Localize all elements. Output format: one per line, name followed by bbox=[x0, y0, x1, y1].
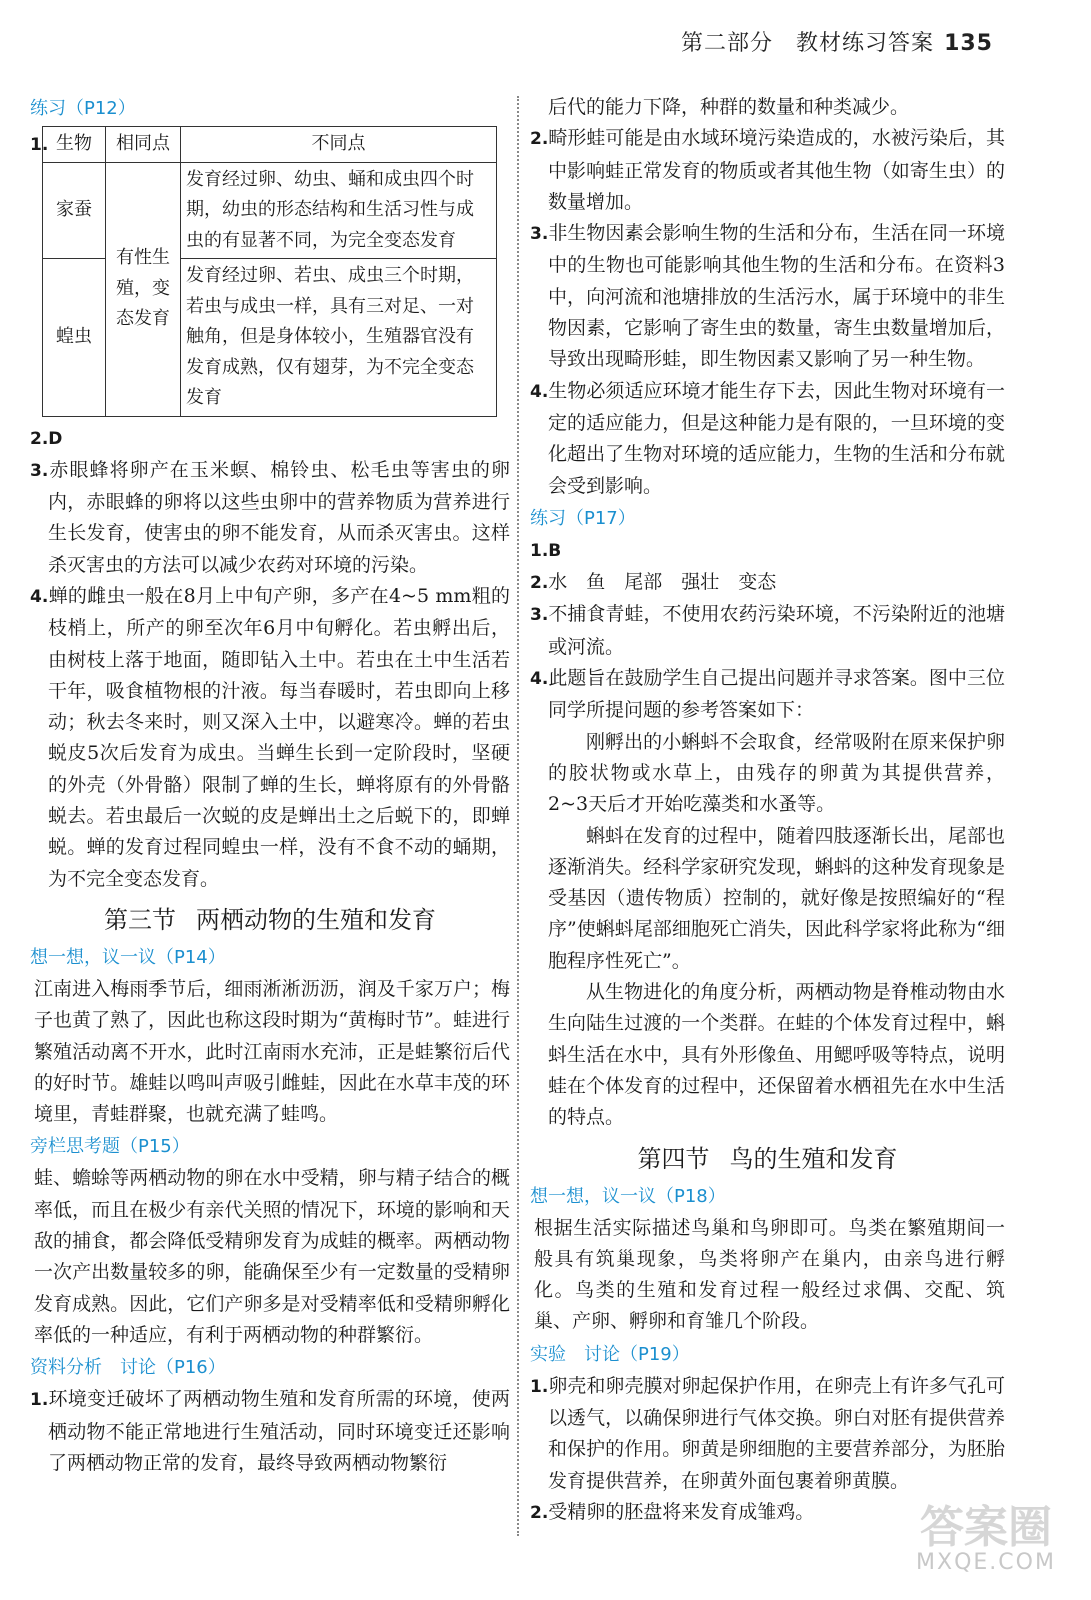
comparison-table bbox=[42, 126, 497, 417]
section-number: 第四节 bbox=[637, 1144, 710, 1173]
item-text: 水 鱼 尾部 强壮 变态 bbox=[548, 571, 777, 594]
table-row bbox=[43, 162, 497, 259]
table-header-row bbox=[43, 127, 497, 163]
answer-item bbox=[30, 455, 510, 581]
site-watermark bbox=[901, 1502, 1071, 1576]
item-number: 1. bbox=[530, 1376, 549, 1397]
item-text: 卵壳和卵壳膜对卵起保护作用，在卵壳上有许多气孔可以透气，以确保卵进行气体交换。卵白对胚有提供营养和保护的作用。卵黄是卵细胞的主要营养部分，为胚胎发育提供营养，在卵黄外面包裹着卵黄膜。 bbox=[548, 1374, 1005, 1492]
watermark-logo-text: 答案圈 bbox=[920, 1502, 1052, 1553]
heading-data-p16: 资料分析 讨论（P16） bbox=[30, 1357, 226, 1379]
question-1-table-wrap bbox=[30, 126, 510, 417]
item-number: 4. bbox=[530, 381, 549, 402]
item-text: B bbox=[548, 540, 562, 561]
paragraph: 蝌蚪在发育的过程中，随着四肢逐渐长出，尾部也逐渐消失。经科学家研究发现，蝌蚪的这种发育现象是受基因（遗传物质）控制的，就好像是按照编好的“程序”使蝌蚪尾部细胞死亡消失，因此科学家将此称为“细胞程序性死亡”。 bbox=[548, 824, 1005, 972]
column-divider bbox=[517, 96, 519, 1536]
section-number: 第三节 bbox=[104, 905, 176, 934]
answer-item bbox=[530, 663, 1005, 727]
answer-item bbox=[530, 376, 1005, 502]
difference-cell: 发育经过卵、幼虫、蛹和成虫四个时期，幼虫的形态结构和生活习性与成虫的有显著不同，为完全变态发育 bbox=[181, 162, 497, 259]
item-number: 3. bbox=[30, 460, 49, 481]
answer-item bbox=[30, 1384, 510, 1479]
heading-exercise-p12: 练习（P12） bbox=[30, 98, 136, 119]
item-text: D bbox=[48, 428, 63, 449]
heading-exercise-p17: 练习（P17） bbox=[530, 507, 636, 529]
heading-experiment-p19: 实验 讨论（P19） bbox=[530, 1343, 690, 1365]
paragraph: 蛙、蟾蜍等两栖动物的卵在水中受精，卵与精子结合的概率低，而且在极少有亲代关照的情况下，环境的影响和天敌的捕食，都会降低受精卵发育为成蛙的概率。两栖动物一次产出数量较多的卵，能确保至少有一定数量的受精卵发育成熟。因此，它们产卵多是对受精率低和受精卵孵化率低的一种适应，有利于两栖动物的种群繁衍。 bbox=[34, 1167, 510, 1346]
item-number: 2. bbox=[530, 1502, 549, 1523]
page-number: 135 bbox=[944, 31, 993, 56]
common-cell: 有性生殖，变态发育 bbox=[106, 162, 181, 416]
section-heading-4 bbox=[530, 1142, 1005, 1176]
item-number: 4. bbox=[30, 586, 49, 607]
item-text: 畸形蛙可能是由水域环境污染造成的，水被污染后，其中影响蛙正常发育的物质或者其他生物（如寄生虫）的数量增加。 bbox=[548, 127, 1005, 213]
answer-item bbox=[530, 123, 1005, 218]
organism-cell: 家蚕 bbox=[43, 162, 106, 259]
heading-side-p15: 旁栏思考题（P15） bbox=[30, 1136, 190, 1158]
item-text: 不捕食青蛙，不使用农药污染环境，不污染附近的池塘或河流。 bbox=[548, 603, 1005, 658]
table-header-cell: 生物 bbox=[43, 127, 106, 163]
item-number: 4. bbox=[530, 669, 549, 690]
section-title: 两栖动物的生殖和发育 bbox=[196, 905, 436, 934]
item-number: 3. bbox=[530, 224, 549, 245]
item-text: 生物必须适应环境才能生存下去，因此生物对环境有一定的适应能力，但是这种能力是有限的，一旦环境的变化超出了生物对环境的适应能力，生物的生活和分布就会受到影响。 bbox=[548, 379, 1005, 497]
item-text: 受精卵的胚盘将来发育成雏鸡。 bbox=[548, 1500, 815, 1523]
answer-item bbox=[30, 423, 510, 455]
header-title: 第二部分 教材练习答案 bbox=[681, 31, 935, 56]
item-text: 赤眼蜂将卵产在玉米螟、棉铃虫、松毛虫等害虫的卵内，赤眼蜂的卵将以这些虫卵中的营养物质为营养进行生长发育，使害虫的卵不能发育，从而杀灭害虫。这样杀灭害虫的方法可以减少农药对环境的污染。 bbox=[48, 458, 510, 576]
right-column bbox=[530, 92, 1005, 1529]
question-number: 1. bbox=[30, 135, 49, 155]
answer-item bbox=[530, 1371, 1005, 1497]
answer-item bbox=[30, 581, 510, 895]
page-header bbox=[681, 26, 993, 57]
item-number: 1. bbox=[530, 540, 549, 561]
section-title: 鸟的生殖和发育 bbox=[729, 1144, 898, 1173]
paragraph: 根据生活实际描述鸟巢和鸟卵即可。鸟类在繁殖期间一般具有筑巢现象，鸟类将卵产在巢内，由亲鸟进行孵化。鸟类的生殖和发育过程一般经过求偶、交配、筑巢、产卵、孵卵和育雏几个阶段。 bbox=[534, 1216, 1005, 1333]
item-number: 3. bbox=[530, 605, 549, 626]
item-number: 2. bbox=[30, 428, 49, 449]
left-column bbox=[30, 92, 510, 1479]
item-number: 1. bbox=[30, 1390, 49, 1411]
answer-item bbox=[530, 567, 1005, 599]
watermark-url: MXQE.COM bbox=[916, 1550, 1056, 1575]
heading-think-p14: 想一想，议一议（P14） bbox=[30, 946, 226, 968]
item-text: 环境变迁破坏了两栖动物生殖和发育所需的环境，使两栖动物不能正常地进行生殖活动，同时环境变迁还影响了两栖动物正常的发育，最终导致两栖动物繁衍 bbox=[48, 1388, 510, 1474]
paragraph: 从生物进化的角度分析，两栖动物是脊椎动物由水生向陆生过渡的一个类群。在蛙的个体发育过程中，蝌蚪生活在水中，具有外形像鱼、用鳃呼吸等特点，说明蛙在个体发育的过程中，还保留着水栖祖先在水中生活的特点。 bbox=[548, 981, 1005, 1129]
paragraph: 后代的能力下降，种群的数量和种类减少。 bbox=[548, 96, 910, 118]
answer-item bbox=[530, 599, 1005, 663]
answer-item bbox=[530, 218, 1005, 375]
difference-cell: 发育经过卵、若虫、成虫三个时期，若虫与成虫一样，具有三对足、一对触角，但是身体较小，生殖器官没有发育成熟，仅有翅芽，为不完全变态发育 bbox=[181, 259, 497, 417]
item-text: 非生物因素会影响生物的生活和分布，生活在同一环境中的生物也可能影响其他生物的生活和分布。在资料3中，向河流和池塘排放的生活污水，属于环境中的非生物因素，它影响了寄生虫的数量，寄生虫数量增加后，导致出现畸形蛙，即生物因素又影响了另一种生物。 bbox=[548, 222, 1005, 371]
heading-think-p18: 想一想，议一议（P18） bbox=[530, 1185, 726, 1207]
paragraph: 刚孵出的小蝌蚪不会取食，经常吸附在原来保护卵的胶状物或水草上，由残存的卵黄为其提供营养，2~3天后才开始吃藻类和水蚤等。 bbox=[548, 730, 1005, 816]
organism-cell: 蝗虫 bbox=[43, 259, 106, 417]
item-text: 蝉的雌虫一般在8月上中旬产卵，多产在4~5 mm粗的枝梢上，所产的卵至次年6月中旬孵化。若虫孵出后，由树枝上落于地面，随即钻入土中。若虫在土中生活若干年，吸食植物根的汁液。每当春暖时，若虫即向上移动；秋去冬来时，则又深入土中，以避寒冷。蝉的若虫蜕皮5次后发育为成虫。当蝉生长到一定阶段时，坚硬的外壳（外骨骼）限制了蝉的生长，蝉将原有的外骨骼蜕去。若虫最后一次蜕的皮是蝉出土之后蜕下的，即蝉蜕。蝉的发育过程同蝗虫一样，没有不食不动的蛹期，为不完全变态发育。 bbox=[48, 584, 510, 890]
item-number: 2. bbox=[530, 129, 549, 150]
item-number: 2. bbox=[530, 573, 549, 594]
table-header-cell: 不同点 bbox=[181, 127, 497, 163]
table-header-cell: 相同点 bbox=[106, 127, 181, 163]
paragraph: 江南进入梅雨季节后，细雨淅淅沥沥，润及千家万户；梅子也黄了熟了，因此也称这段时期为“黄梅时节”。蛙进行繁殖活动离不开水，此时江南雨水充沛，正是蛙繁衍后代的好时节。雄蛙以鸣叫声吸引雌蛙，因此在水草丰茂的环境里，青蛙群聚，也就充满了蛙鸣。 bbox=[34, 977, 510, 1126]
section-heading-3 bbox=[30, 903, 510, 937]
item-text: 此题旨在鼓励学生自己提出问题并寻求答案。图中三位同学所提问题的参考答案如下： bbox=[548, 667, 1005, 722]
answer-item bbox=[530, 535, 1005, 567]
